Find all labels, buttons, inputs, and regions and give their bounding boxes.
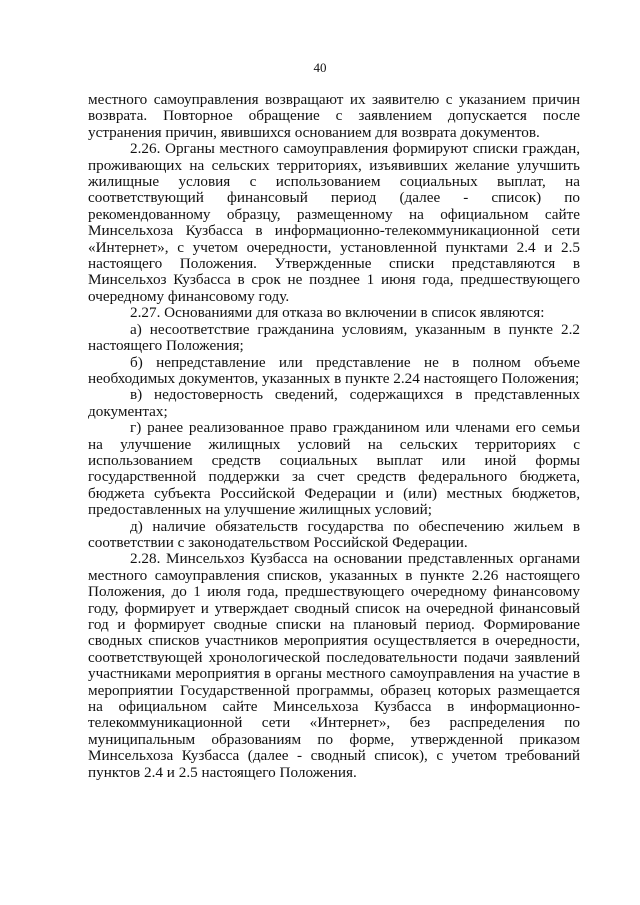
paragraph-2-26: 2.26. Органы местного самоуправления формируют списки граждан, проживающих на сельских территориях, изъявивших желание улучшить жилищные условия с использованием социальных выплат, на соответствующий финансовый период (далее - список) по рекомендованному образцу, размещенному на официальном сайте Минсельхоза Кузбасса в информационно-телекоммуникационной сети «Интернет», с учетом очередности, установленной пунктами 2.4 и 2.5 настоящего Положения. Утвержденные списки представляются в Минсельхоз Кузбасса в срок не позднее 1 июня года, предшествующего очередному финансовому году. bbox=[88, 140, 580, 305]
paragraph-2-27-d: д) наличие обязательств государства по обеспечению жильем в соответствии с законодательством Российской Федерации. bbox=[88, 517, 580, 551]
paragraph-2-27-v: в) недостоверность сведений, содержащихся в представленных документах; bbox=[88, 386, 580, 420]
paragraph-2-27-a: а) несоответствие гражданина условиям, указанным в пункте 2.2 настоящего Положения; bbox=[88, 320, 580, 355]
paragraph-continuation: местного самоуправления возвращают их заявителю с указанием причин возврата. Повторное обращение с заявлением допускается после устранения причин, явившихся основанием для возврата документов. bbox=[88, 91, 580, 141]
paragraph-2-28: 2.28. Минсельхоз Кузбасса на основании представленных органами местного самоуправления списков, указанных в пункте 2.26 настоящего Положения, до 1 июля года, предшествующего очередному финансовому году, формирует и утверждает сводный список на очередной финансовый год и формирует сводные списки на плановый период. Формирование сводных списков участников мероприятия осуществляется в очередности, соответствующей хронологической последовательности подачи заявлений участниками мероприятия в органы местного самоуправления на участие в мероприятии Государственной программы, образец которых размещается на официальном сайте Минсельхоза Кузбасса в информационно-телекоммуникационной сети «Интернет», без распределения по муниципальным образованиям по форме, утвержденной приказом Минсельхоза Кузбасса (далее - сводный список), с учетом требований пунктов 2.4 и 2.5 настоящего Положения. bbox=[88, 550, 580, 781]
paragraph-2-27-g: г) ранее реализованное право гражданином или членами его семьи на улучшение жилищных условий на сельских территориях с использованием средств социальных выплат или иной формы государственной поддержки за счет средств федерального бюджета, бюджета субъекта Российской Федерации и (или) местных бюджетов, предоставленных на улучшение жилищных условий; bbox=[88, 419, 580, 519]
page-number: 40 bbox=[313, 60, 327, 75]
paragraph-2-27: 2.27. Основаниями для отказа во включении в список являются: bbox=[130, 304, 545, 322]
document-body bbox=[88, 92, 580, 781]
paragraph-2-27-b: б) непредставление или представление не в полном объеме необходимых документов, указанных в пункте 2.24 настоящего Положения; bbox=[88, 353, 580, 387]
